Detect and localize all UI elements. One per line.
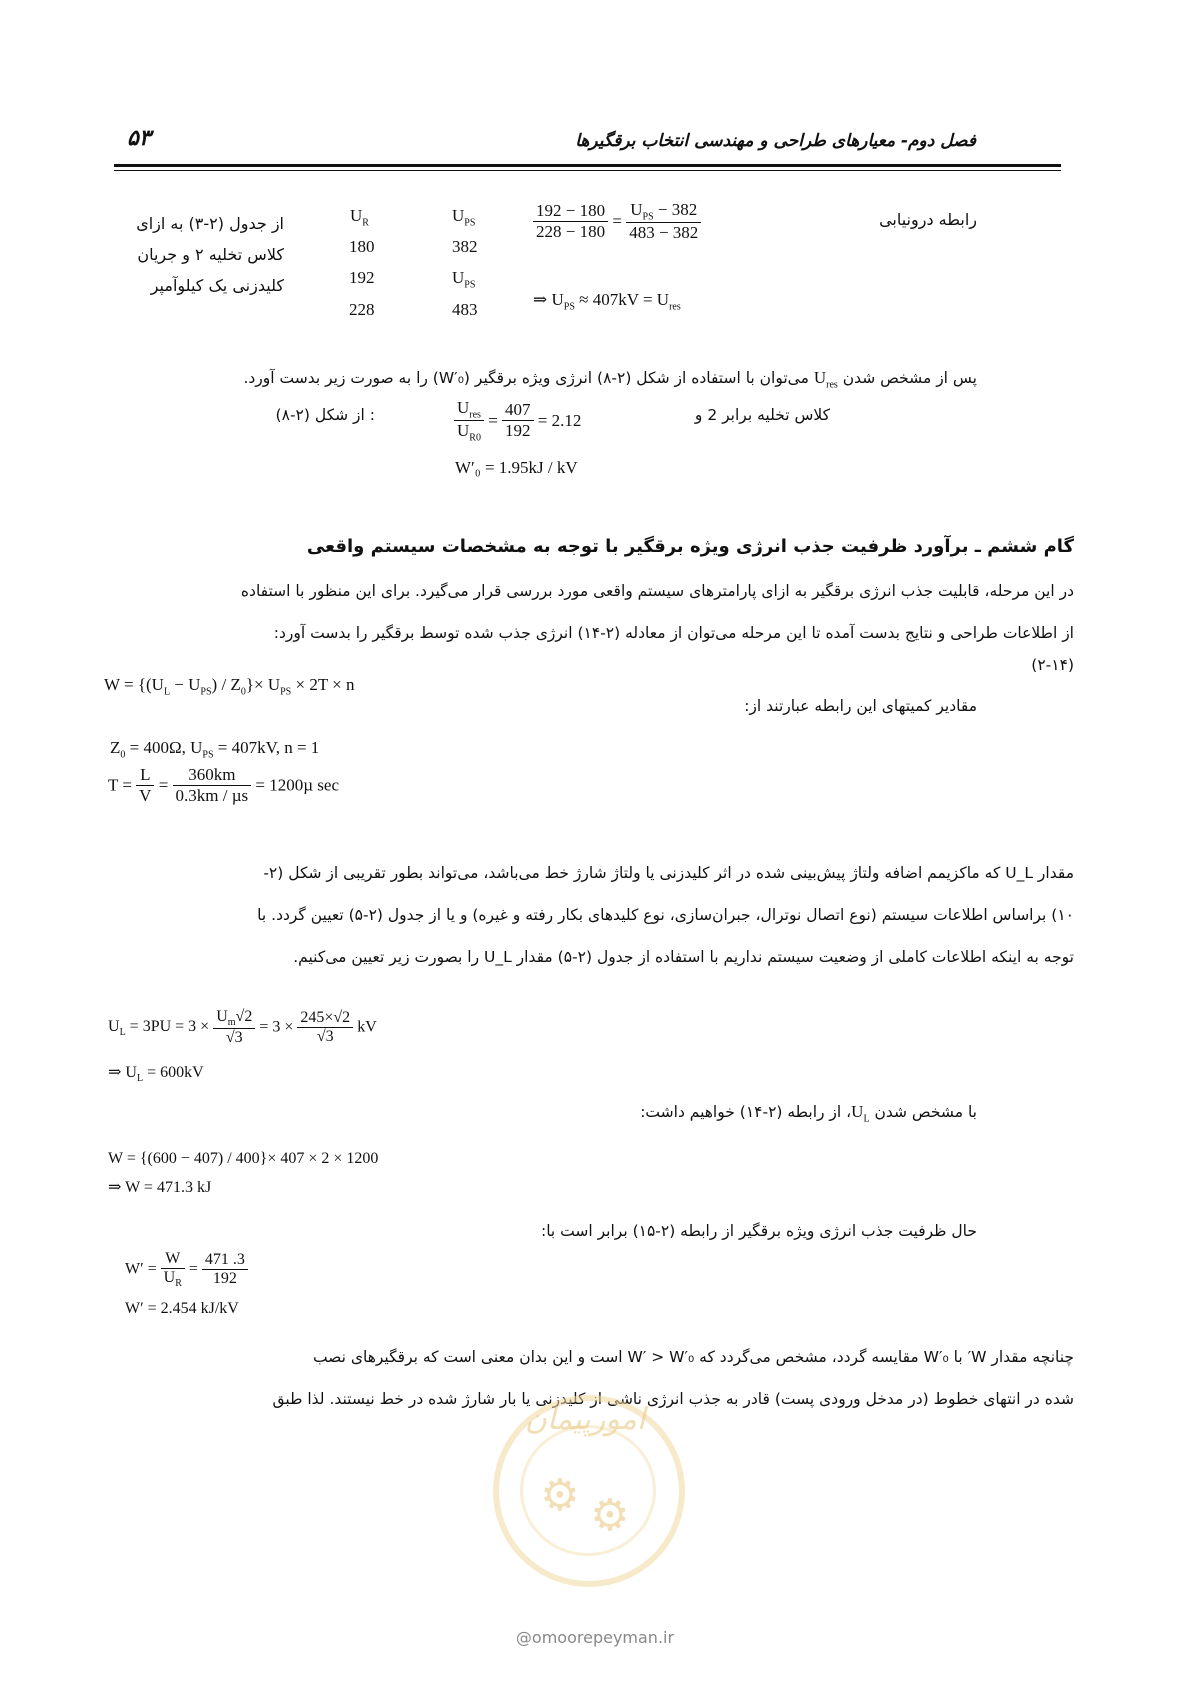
ratio-left-label: کلاس تخلیه برابر 2 و	[694, 406, 830, 424]
paragraph-ul-known: با مشخص شدن $U_L،$ از رابطه (۲-۱۴) خواهیم داشت:	[640, 1102, 977, 1125]
table-cell-ups: 382	[452, 237, 478, 256]
paragraph-line: شده در انتهای خطوط (در مدخل ورودی پست) قادر به جذب انرژی ناشی از کلیدزنی یا بار شارژ شده در خط نیستند. لذا طبق	[272, 1390, 1074, 1408]
ul-equation: $U_L = 3PU = 3$ × $\frac{U_m√2}{√3}$ = 3 × $\frac{245\times√2}{√3}$ kV	[108, 1008, 377, 1047]
gear-icon: ⚙	[590, 1490, 630, 1541]
table-note-line: از جدول (۲-۳) به ازای	[136, 214, 284, 233]
table-note-line: کلیدزنی یک کیلوآمپر	[150, 276, 284, 295]
paragraph-ul	[129, 852, 1074, 978]
paragraph-line: چنانچه مقدار W′ با W′₀ مقایسه گردد، مشخص می‌گردد که W′ > W′₀ است و این بدان معنی است که برقگیرهای نصب	[312, 1348, 1074, 1366]
section-heading: گام ششم ـ برآورد ظرفیت جذب انرژی ویژه برقگیر با توجه به مشخصات سیستم واقعی	[306, 536, 1074, 557]
table-cell-ur: 192	[349, 268, 375, 287]
travel-time-equation: T = $\frac{L}{V}$ = $\frac{360km}{\text{0.3km / µs}}$ = 1200µ sec	[108, 765, 339, 805]
table-cell-ur: 228	[349, 300, 375, 319]
paragraph-ures: پس از مشخص شدن $U_{res}$ می‌توان با استفاده از شکل (۲-۸) انرژی ویژه برقگیر (W′₀) را به صورت زیر بدست آورد.	[243, 368, 977, 391]
gear-icon: ⚙	[540, 1470, 580, 1521]
interpolation-result: ⇒ $U_{PS} \approx 407kV = U_{res}$	[533, 290, 681, 313]
header-rule-thin	[114, 170, 1061, 171]
paragraph-quantities: مقادیر کمیتهای این رابطه عبارتند از:	[744, 697, 977, 715]
table-cell-ups: $U_{PS}$	[452, 268, 476, 291]
w-equation: W = {(600 − 407) / 400}× 407 × 2 × 1200	[108, 1150, 379, 1167]
wprime-result: W′ = 2.454 kJ/kV	[125, 1300, 239, 1317]
chapter-title: فصل دوم- معیارهای طراحی و مهندسی انتخاب برقگیرها	[575, 131, 976, 151]
ratio-equation: $\frac{U_{res}}{U_{R0}}$ = $\frac{407}{192}$ = 2.12	[454, 398, 581, 444]
paragraph-line: از اطلاعات طراحی و نتایج بدست آمده تا این مرحله می‌توان از معادله (۲-۱۴) انرژی جذب شده توسط برقگیر را بدست آورد:	[273, 624, 1074, 642]
paragraph-line: مقدار U_L که ماکزیمم اضافه ولتاژ پیش‌بینی شده در اثر کلیدزنی یا ولتاژ شارژ خط می‌باشد، می‌تواند بطور تقریبی از شکل (۲-	[263, 864, 1074, 882]
table-header-ur: $U_R$	[350, 206, 369, 229]
table-cell-ups: 483	[452, 300, 478, 319]
watermark-site: @omoorepeyman.ir	[515, 1628, 675, 1647]
paragraph-line: ۱۰) براساس اطلاعات سیستم (نوع اتصال نوترال، جبران‌سازی، نوع کلیدهای بکار رفته و غیره) و یا از جدول (۲-۵) تعیین گردد. با	[257, 906, 1074, 924]
interpolation-label: رابطه درونیابی	[879, 210, 977, 229]
table-cell-ur: 180	[349, 237, 375, 256]
watermark-text: امورپیمان	[524, 1402, 646, 1437]
table-header-ups: $U_{PS}$	[452, 206, 476, 229]
ul-result: ⇒ $U_L = 600kV$	[108, 1064, 204, 1085]
equation-number: (۲-۱۴)	[1031, 656, 1074, 674]
paragraph-intro	[129, 570, 1074, 654]
energy-equation: $W = \{(U_L - U_{PS}) / Z_0\}\times U_{PS} \times 2T \times n$	[104, 675, 355, 698]
w-result: ⇒ W = 471.3 kJ	[108, 1179, 212, 1196]
header-rule-thick	[114, 164, 1061, 167]
table-note	[136, 208, 284, 301]
w0-equation: W′₀ = 1.95kJ / kV	[455, 458, 578, 477]
paragraph-line: در این مرحله، قابلیت جذب انرژی برقگیر به ازای پارامترهای سیستم واقعی مورد بررسی قرار می‌گیرد. برای این منظور با استفاده	[240, 582, 1074, 600]
page-number: ۵۳	[127, 126, 151, 151]
paragraph-line: توجه به اینکه اطلاعات کاملی از وضعیت سیستم نداریم با استفاده از جدول (۲-۵) مقدار U_L را بصورت زیر تعیین می‌کنیم.	[293, 948, 1074, 966]
ratio-right-label: : از شکل (۲-۸)	[275, 406, 375, 424]
paragraph-specific-energy: حال ظرفیت جذب انرژی ویژه برقگیر از رابطه (۲-۱۵) برابر است با:	[540, 1222, 977, 1240]
wprime-equation: W′ = $\frac{W}{U_R}$ = $\frac{471 .3}{192}$	[125, 1250, 248, 1289]
parameters-line: $Z_0 = 400\Omega$, $U_{PS} = 407kV$, n = 1	[110, 738, 320, 761]
interpolation-equation: $\frac{192 - 180}{228 - 180}$ = $\frac{U_{PS} - 382}{483 - 382}$	[533, 200, 701, 243]
table-note-line: کلاس تخلیه ۲ و جریان	[137, 245, 284, 264]
